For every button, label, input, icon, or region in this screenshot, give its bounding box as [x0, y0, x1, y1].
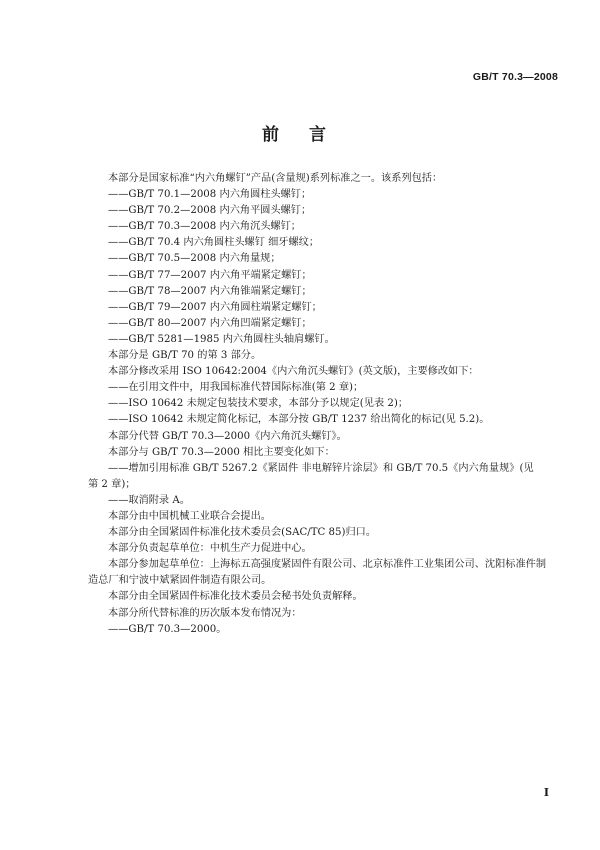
modification-item: ——在引用文件中，用我国标准代替国际标准(第 2 章)； — [108, 382, 364, 394]
replaces-paragraph: 本部分代替 GB/T 70.3—2000《内六角沉头螺钉》。 — [108, 430, 347, 442]
series-item: ——GB/T 77—2007 内六角平端紧定螺钉； — [108, 269, 312, 281]
centralized-by-paragraph: 本部分由全国紧固件标准化技术委员会(SAC/TC 85)归口。 — [108, 527, 377, 539]
history-item: ——GB/T 70.3—2000。 — [108, 623, 227, 635]
change-item-continuation: 第 2 章)； — [88, 478, 136, 490]
series-item: ——GB/T 79—2007 内六角圆柱端紧定螺钉； — [108, 301, 322, 313]
foreword-body — [88, 171, 548, 638]
changes-intro: 本部分与 GB/T 70.3—2000 相比主要变化如下： — [108, 446, 335, 458]
series-item: ——GB/T 70.4 内六角圆柱头螺钉 细牙螺纹； — [108, 237, 320, 249]
series-item: ——GB/T 5281—1985 内六角圆柱头轴肩螺钉。 — [108, 333, 335, 345]
series-item: ——GB/T 78—2007 内六角锥端紧定螺钉； — [108, 285, 312, 297]
change-item: ——增加引用标准 GB/T 5267.2《紧固件 非电解锌片涂层》和 GB/T 70.5《内六角量规》(见 — [108, 462, 534, 474]
series-item: ——GB/T 70.3—2008 内六角沉头螺钉； — [108, 221, 301, 233]
history-intro: 本部分所代替标准的历次版本发布情况为： — [108, 607, 302, 619]
participating-units-line2: 造总厂和宁波中斌紧固件制造有限公司。 — [88, 575, 272, 587]
series-item: ——GB/T 80—2007 内六角凹端紧定螺钉； — [108, 317, 312, 329]
page-title: 前 言 — [262, 125, 338, 145]
series-item: ——GB/T 70.2—2008 内六角平圆头螺钉； — [108, 205, 312, 217]
modification-intro: 本部分修改采用 ISO 10642:2004《内六角沉头螺钉》(英文版)，主要修改如下： — [108, 366, 479, 378]
modification-item: ——ISO 10642 未规定简化标记，本部分按 GB/T 1237 给出简化的标记(见 5.2)。 — [108, 414, 490, 426]
participating-units-line1: 本部分参加起草单位：上海标五高强度紧固件有限公司、北京标准件工业集团公司、沈阳标准件制 — [108, 559, 547, 571]
series-item: ——GB/T 70.1—2008 内六角圆柱头螺钉； — [108, 189, 312, 201]
proposed-by-paragraph: 本部分由中国机械工业联合会提出。 — [108, 510, 271, 522]
intro-paragraph: 本部分是国家标准“内六角螺钉”产品(含量规)系列标准之一。该系列包括： — [108, 173, 443, 184]
part-of-paragraph: 本部分是 GB/T 70 的第 3 部分。 — [108, 350, 262, 362]
change-item: ——取消附录 A。 — [108, 494, 190, 506]
page-number: I — [543, 786, 549, 799]
drafting-unit-paragraph: 本部分负责起草单位：中机生产力促进中心。 — [108, 543, 312, 555]
interpretation-paragraph: 本部分由全国紧固件标准化技术委员会秘书处负责解释。 — [108, 591, 363, 603]
modification-item: ——ISO 10642 未规定包装技术要求，本部分予以规定(见表 2)； — [108, 398, 409, 410]
standard-code-header: GB/T 70.3—2008 — [472, 71, 558, 83]
series-item: ——GB/T 70.5—2008 内六角量规； — [108, 253, 281, 265]
